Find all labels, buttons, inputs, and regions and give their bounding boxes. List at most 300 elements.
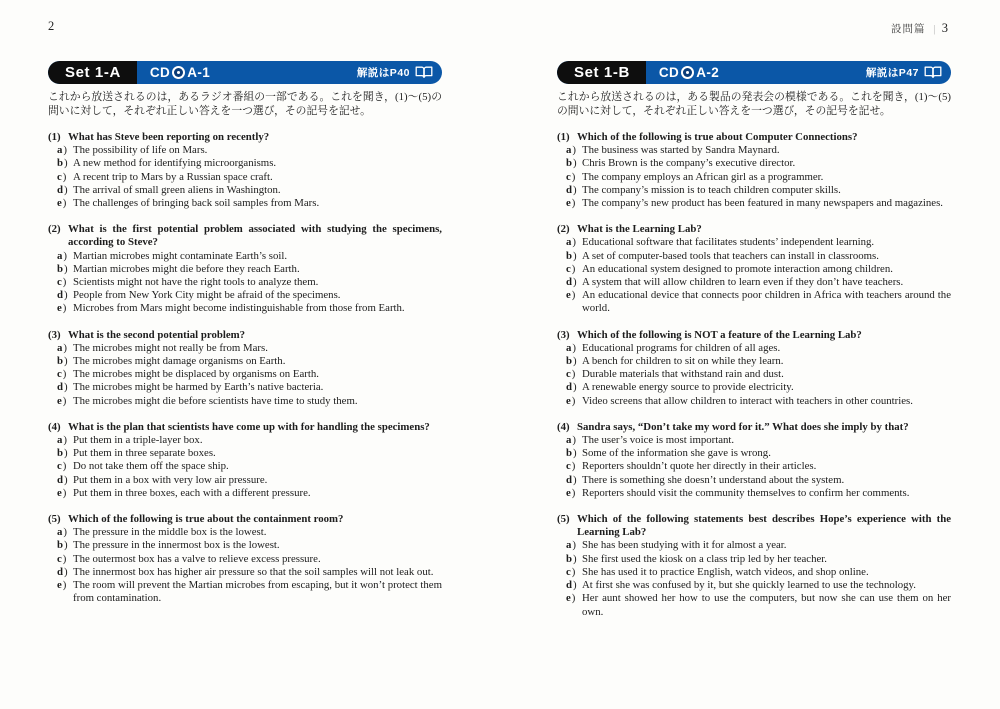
answer-option — [48, 553, 442, 566]
set-label: Set 1-A — [48, 61, 137, 84]
option-text: The challenges of bringing back soil samples from Mars. — [73, 197, 320, 210]
option-text: Reporters shouldn’t quote her directly in their articles. — [582, 460, 817, 473]
answer-option — [48, 184, 442, 197]
option-text: Martian microbes might die before they reach Earth. — [73, 262, 300, 275]
option-paren: ) — [573, 579, 577, 592]
question-number: (1) — [557, 131, 570, 143]
option-letter: b — [57, 447, 64, 460]
option-text: The possibility of life on Mars. — [73, 144, 208, 157]
option-paren: ) — [62, 460, 67, 473]
option-letter-group — [57, 474, 73, 487]
option-paren: ) — [572, 434, 577, 447]
cd-track-label — [150, 65, 210, 80]
option-paren: ) — [62, 368, 67, 381]
option-letter-group — [57, 526, 73, 539]
option-letter: a — [566, 539, 572, 552]
answer-option — [48, 171, 442, 184]
answer-option — [557, 460, 951, 473]
answer-option — [557, 171, 951, 184]
question-head — [557, 329, 951, 342]
answer-option — [557, 144, 951, 157]
option-paren: ) — [62, 552, 67, 565]
option-letter: d — [57, 183, 64, 196]
option-letter: e — [57, 579, 62, 592]
option-text: The outermost box has a valve to relieve excess pressure. — [73, 552, 321, 565]
option-text: Put them in three boxes, each with a different pressure. — [73, 486, 311, 499]
option-letter: d — [566, 183, 573, 196]
option-letter: e — [57, 394, 62, 407]
answer-option — [557, 447, 951, 460]
option-text: The microbes might not really be from Mars. — [73, 341, 268, 354]
question-list — [48, 131, 442, 606]
option-letter-group — [57, 289, 73, 302]
option-letter-group — [57, 144, 73, 157]
option-letter: e — [566, 197, 571, 210]
page-number-left: 2 — [48, 19, 55, 33]
option-letter-group — [566, 263, 582, 276]
option-letter: e — [57, 486, 62, 499]
option-letter: a — [566, 144, 572, 157]
option-paren: ) — [571, 565, 576, 578]
option-text: Put them in three separate boxes. — [73, 447, 216, 460]
answer-option — [48, 395, 442, 408]
question-number: (5) — [557, 513, 570, 526]
answer-option — [557, 381, 951, 394]
question-text: Which of the following is NOT a feature of the Learning Lab? — [577, 328, 862, 341]
answer-option — [557, 184, 951, 197]
option-text: There is something she doesn’t understand about the system. — [582, 473, 845, 486]
option-text: The company’s new product has been featured in many newspapers and magazines. — [582, 197, 943, 210]
option-paren: ) — [573, 249, 577, 262]
option-text: Chris Brown is the company’s executive director. — [582, 157, 796, 170]
option-letter: a — [566, 236, 572, 249]
option-letter-group — [566, 289, 582, 315]
question-head — [48, 329, 442, 342]
option-letter-group — [57, 355, 73, 368]
option-letter-group — [57, 579, 73, 605]
answer-option — [557, 474, 951, 487]
answer-option — [48, 434, 442, 447]
cd-track-label — [659, 65, 719, 80]
answer-option — [557, 236, 951, 249]
option-letter: e — [566, 289, 571, 302]
option-text: A renewable energy source to provide electricity. — [582, 381, 794, 394]
page-number-right: 3 — [941, 21, 948, 35]
option-text: The microbes might damage organisms on Earth. — [73, 355, 286, 368]
answer-option — [48, 566, 442, 579]
option-letter-group — [566, 250, 582, 263]
option-letter: b — [566, 157, 573, 170]
open-book-icon — [924, 66, 942, 79]
option-letter-group — [566, 157, 582, 170]
option-text: The pressure in the innermost box is the lowest. — [73, 539, 280, 552]
question-text: What is the Learning Lab? — [577, 223, 702, 236]
answer-option — [557, 434, 951, 447]
section-title: 設問篇 — [891, 23, 926, 35]
cd-track: A-1 — [187, 65, 211, 80]
answer-option — [48, 487, 442, 500]
option-letter: c — [57, 460, 62, 473]
option-letter-group — [57, 539, 73, 552]
option-letter: e — [57, 302, 62, 315]
column-set-1b — [557, 61, 951, 619]
option-text: An educational system designed to promote interaction among children. — [582, 262, 893, 275]
answer-option — [48, 474, 442, 487]
option-text: An educational device that connects poor children in Africa with teachers around the world. — [582, 289, 951, 315]
option-letter-group — [57, 381, 73, 394]
cd-track: A-2 — [696, 65, 720, 80]
set-header-bar — [557, 61, 951, 84]
answer-reference — [357, 65, 433, 80]
question-number: (5) — [48, 513, 61, 526]
option-letter: d — [57, 381, 64, 394]
option-letter: c — [57, 552, 62, 565]
answer-option — [557, 395, 951, 408]
option-text: Video screens that allow children to interact with teachers in other countries. — [582, 394, 913, 407]
option-paren: ) — [572, 341, 577, 354]
option-paren: ) — [572, 144, 577, 157]
question-head — [557, 131, 951, 144]
instructions-ja: これから放送されるのは，あるラジオ番組の一部である。これを聞き，(1)～(5)の問いに対して，それぞれ正しい答えを一つ選び，その記号を記せ。 — [48, 91, 442, 117]
question-list — [557, 131, 951, 619]
answer-option — [557, 263, 951, 276]
option-letter: a — [57, 144, 63, 157]
option-text: Put them in a box with very low air pressure. — [73, 473, 268, 486]
answer-option — [48, 144, 442, 157]
cd-prefix: CD — [658, 65, 680, 80]
option-text: At first she was confused by it, but she quickly learned to use the technology. — [582, 579, 916, 592]
option-paren: ) — [573, 473, 577, 486]
option-text: The innermost box has higher air pressure so that the soil samples will not leak out. — [73, 565, 434, 578]
option-letter-group — [57, 250, 73, 263]
option-text: The arrival of small green aliens in Washington. — [73, 183, 281, 196]
option-paren: ) — [62, 197, 67, 210]
option-paren: ) — [571, 197, 576, 210]
option-paren: ) — [571, 289, 576, 302]
set-header-bar — [48, 61, 442, 84]
option-text: Durable materials that withstand rain and dust. — [582, 368, 784, 381]
option-text: She first used the kiosk on a class trip led by her teacher. — [582, 552, 827, 565]
open-book-icon — [415, 66, 433, 79]
option-letter: c — [566, 170, 571, 183]
question-number: (3) — [557, 328, 570, 341]
question — [48, 223, 442, 315]
option-text: The pressure in the middle box is the lowest. — [73, 526, 267, 539]
option-text: Martian microbes might contaminate Earth’s soil. — [73, 249, 288, 262]
option-text: Put them in a triple-layer box. — [73, 434, 203, 447]
question — [557, 329, 951, 408]
option-text: She has used it to practice English, watch videos, and shop online. — [582, 565, 869, 578]
answer-option — [48, 355, 442, 368]
option-letter: d — [57, 289, 64, 302]
option-paren: ) — [573, 157, 577, 170]
option-letter-group — [566, 144, 582, 157]
option-paren: ) — [64, 381, 68, 394]
page-header-right — [891, 21, 948, 36]
option-letter-group — [566, 539, 582, 552]
question-text: Which of the following is true about the containment room? — [68, 513, 344, 526]
option-letter: a — [57, 434, 63, 447]
option-letter-group — [57, 395, 73, 408]
question — [557, 513, 951, 619]
option-letter-group — [57, 487, 73, 500]
option-letter-group — [566, 487, 582, 500]
option-text: Reporters should visit the community themselves to confirm her comments. — [582, 486, 910, 499]
question-text: What has Steve been reporting on recently? — [68, 131, 270, 143]
option-letter-group — [566, 381, 582, 394]
question — [48, 421, 442, 500]
answer-option — [48, 368, 442, 381]
answer-option — [557, 566, 951, 579]
option-paren: ) — [64, 447, 68, 460]
option-letter: e — [566, 486, 571, 499]
option-letter: c — [566, 565, 571, 578]
option-letter: d — [57, 565, 64, 578]
option-letter-group — [566, 460, 582, 473]
option-letter: b — [566, 552, 573, 565]
option-letter: b — [57, 262, 64, 275]
option-letter: d — [566, 473, 573, 486]
answer-option — [557, 487, 951, 500]
question-head — [48, 131, 442, 144]
option-letter-group — [57, 460, 73, 473]
option-text: The room will prevent the Martian microbes from escaping, but it won’t protect them from contamination. — [73, 579, 442, 605]
question-text: Sandra says, “Don’t take my word for it.” What does she imply by that? — [577, 420, 909, 433]
option-paren: ) — [571, 170, 576, 183]
option-text: A bench for children to sit on while they learn. — [582, 355, 784, 368]
question — [48, 329, 442, 408]
question-number: (2) — [557, 223, 570, 236]
option-paren: ) — [62, 394, 67, 407]
option-letter-group — [57, 171, 73, 184]
option-letter-group — [566, 184, 582, 197]
option-letter: a — [566, 341, 572, 354]
answer-reference-label: 解説はP47 — [865, 67, 919, 79]
question-number: (3) — [48, 328, 61, 341]
option-letter: c — [57, 276, 62, 289]
option-text: The company employs an African girl as a programmer. — [582, 170, 824, 183]
option-letter-group — [57, 342, 73, 355]
option-text: The microbes might die before scientists have time to study them. — [73, 394, 358, 407]
cd-icon — [681, 66, 694, 79]
answer-option — [48, 289, 442, 302]
option-letter: c — [57, 368, 62, 381]
option-paren: ) — [571, 486, 576, 499]
option-letter-group — [566, 368, 582, 381]
option-paren: ) — [571, 368, 576, 381]
option-text: She has been studying with it for almost a year. — [582, 539, 787, 552]
question-text: What is the first potential problem associated with studying the specimens, according to Steve? — [68, 223, 442, 249]
question-head — [557, 513, 951, 539]
option-text: Educational software that facilitates students’ independent learning. — [582, 236, 875, 249]
answer-option — [557, 592, 951, 618]
option-letter-group — [566, 474, 582, 487]
answer-option — [48, 263, 442, 276]
answer-option — [48, 526, 442, 539]
option-text: A recent trip to Mars by a Russian space craft. — [73, 170, 273, 183]
option-letter: a — [57, 249, 63, 262]
answer-reference-label: 解説はP40 — [356, 67, 410, 79]
option-text: The business was started by Sandra Maynard. — [582, 144, 780, 157]
answer-option — [557, 250, 951, 263]
option-paren: ) — [573, 552, 577, 565]
option-text: Scientists might not have the right tools to analyze them. — [73, 276, 319, 289]
option-paren: ) — [64, 289, 68, 302]
option-letter: b — [566, 355, 573, 368]
option-letter-group — [566, 447, 582, 460]
answer-option — [48, 381, 442, 394]
option-letter-group — [566, 434, 582, 447]
answer-option — [557, 157, 951, 170]
answer-option — [48, 447, 442, 460]
option-paren: ) — [64, 157, 68, 170]
option-letter-group — [57, 447, 73, 460]
question-number: (4) — [48, 420, 61, 433]
option-paren: ) — [63, 434, 68, 447]
option-letter-group — [57, 553, 73, 566]
option-letter-group — [566, 395, 582, 408]
option-paren: ) — [63, 526, 68, 539]
option-paren: ) — [571, 592, 576, 605]
option-paren: ) — [63, 144, 68, 157]
option-letter: e — [566, 592, 571, 605]
option-paren: ) — [62, 579, 67, 592]
option-paren: ) — [63, 341, 68, 354]
question-head — [48, 513, 442, 526]
option-letter-group — [566, 579, 582, 592]
option-text: The microbes might be harmed by Earth’s native bacteria. — [73, 381, 324, 394]
option-paren: ) — [64, 473, 68, 486]
question-text: What is the second potential problem? — [68, 328, 246, 341]
option-letter-group — [566, 171, 582, 184]
answer-option — [48, 250, 442, 263]
option-text: Do not take them off the space ship. — [73, 460, 229, 473]
answer-option — [557, 368, 951, 381]
option-paren: ) — [62, 170, 67, 183]
option-letter-group — [566, 566, 582, 579]
option-letter: a — [57, 526, 63, 539]
answer-option — [48, 302, 442, 315]
option-letter: c — [566, 368, 571, 381]
question — [48, 513, 442, 605]
question-head — [48, 421, 442, 434]
question-number: (2) — [48, 223, 61, 236]
option-paren: ) — [63, 249, 68, 262]
option-letter: c — [57, 170, 62, 183]
answer-option — [557, 539, 951, 552]
option-letter: c — [566, 262, 571, 275]
option-letter-group — [566, 355, 582, 368]
option-text: Some of the information she gave is wrong. — [582, 447, 771, 460]
question-head — [557, 223, 951, 236]
answer-option — [48, 157, 442, 170]
answer-option — [557, 289, 951, 315]
set-label: Set 1-B — [557, 61, 646, 84]
option-letter: d — [566, 579, 573, 592]
option-letter: d — [566, 381, 573, 394]
option-letter-group — [566, 553, 582, 566]
question-text: What is the plan that scientists have come up with for handling the specimens? — [68, 420, 430, 433]
option-paren: ) — [573, 381, 577, 394]
option-letter: e — [57, 197, 62, 210]
option-text: People from New York City might be afraid of the specimens. — [73, 289, 341, 302]
option-text: Her aunt showed her how to use the computers, but now she can use them on her own. — [582, 592, 951, 618]
option-letter: b — [566, 249, 573, 262]
question-head — [48, 223, 442, 249]
option-text: A system that will allow children to learn even if they don’t have teachers. — [582, 276, 904, 289]
answer-reference — [866, 65, 942, 80]
option-paren: ) — [64, 565, 68, 578]
answer-option — [557, 579, 951, 592]
question-text: Which of the following statements best describes Hope’s experience with the Learning Lab? — [577, 513, 951, 539]
option-letter-group — [566, 592, 582, 618]
page-header-separator: | — [932, 22, 935, 35]
option-paren: ) — [572, 539, 577, 552]
question — [48, 131, 442, 210]
option-paren: ) — [62, 486, 67, 499]
option-paren: ) — [573, 183, 577, 196]
answer-option — [48, 276, 442, 289]
option-paren: ) — [64, 539, 68, 552]
option-paren: ) — [573, 447, 577, 460]
option-letter-group — [57, 157, 73, 170]
option-letter: a — [57, 341, 63, 354]
option-paren: ) — [64, 355, 68, 368]
option-letter-group — [57, 197, 73, 210]
option-letter-group — [566, 197, 582, 210]
option-text: Microbes from Mars might become indistinguishable from those from Earth. — [73, 302, 405, 315]
answer-option — [557, 553, 951, 566]
answer-option — [557, 276, 951, 289]
option-paren: ) — [62, 302, 67, 315]
option-paren: ) — [571, 262, 576, 275]
option-text: A set of computer-based tools that teachers can install in classrooms. — [582, 249, 879, 262]
answer-option — [557, 355, 951, 368]
option-letter-group — [57, 434, 73, 447]
option-paren: ) — [572, 236, 577, 249]
option-text: The user’s voice is most important. — [582, 434, 735, 447]
instructions-ja: これから放送されるのは，ある製品の発表会の模様である。これを聞き，(1)～(5)の問いに対して，それぞれ正しい答えを一つ選び，その記号を記せ。 — [557, 91, 951, 117]
option-paren: ) — [573, 355, 577, 368]
option-text: The microbes might be displaced by organisms on Earth. — [73, 368, 319, 381]
question — [557, 421, 951, 500]
option-letter: d — [566, 276, 573, 289]
option-letter-group — [57, 368, 73, 381]
option-text: A new method for identifying microorganisms. — [73, 157, 277, 170]
cd-prefix: CD — [149, 65, 171, 80]
option-paren: ) — [62, 276, 67, 289]
answer-option — [48, 539, 442, 552]
option-letter-group — [566, 342, 582, 355]
cd-icon — [172, 66, 185, 79]
answer-option — [48, 197, 442, 210]
question — [557, 223, 951, 315]
column-set-1a — [48, 61, 442, 619]
option-paren: ) — [64, 262, 68, 275]
question-text: Which of the following is true about Computer Connections? — [577, 131, 858, 143]
answer-option — [557, 197, 951, 210]
option-letter: b — [57, 539, 64, 552]
question-number: (4) — [557, 420, 570, 433]
option-letter: d — [57, 473, 64, 486]
option-text: Educational programs for children of all ages. — [582, 341, 781, 354]
question-head — [557, 421, 951, 434]
question — [557, 131, 951, 210]
option-letter: c — [566, 460, 571, 473]
option-letter-group — [57, 184, 73, 197]
answer-option — [48, 342, 442, 355]
answer-option — [48, 579, 442, 605]
